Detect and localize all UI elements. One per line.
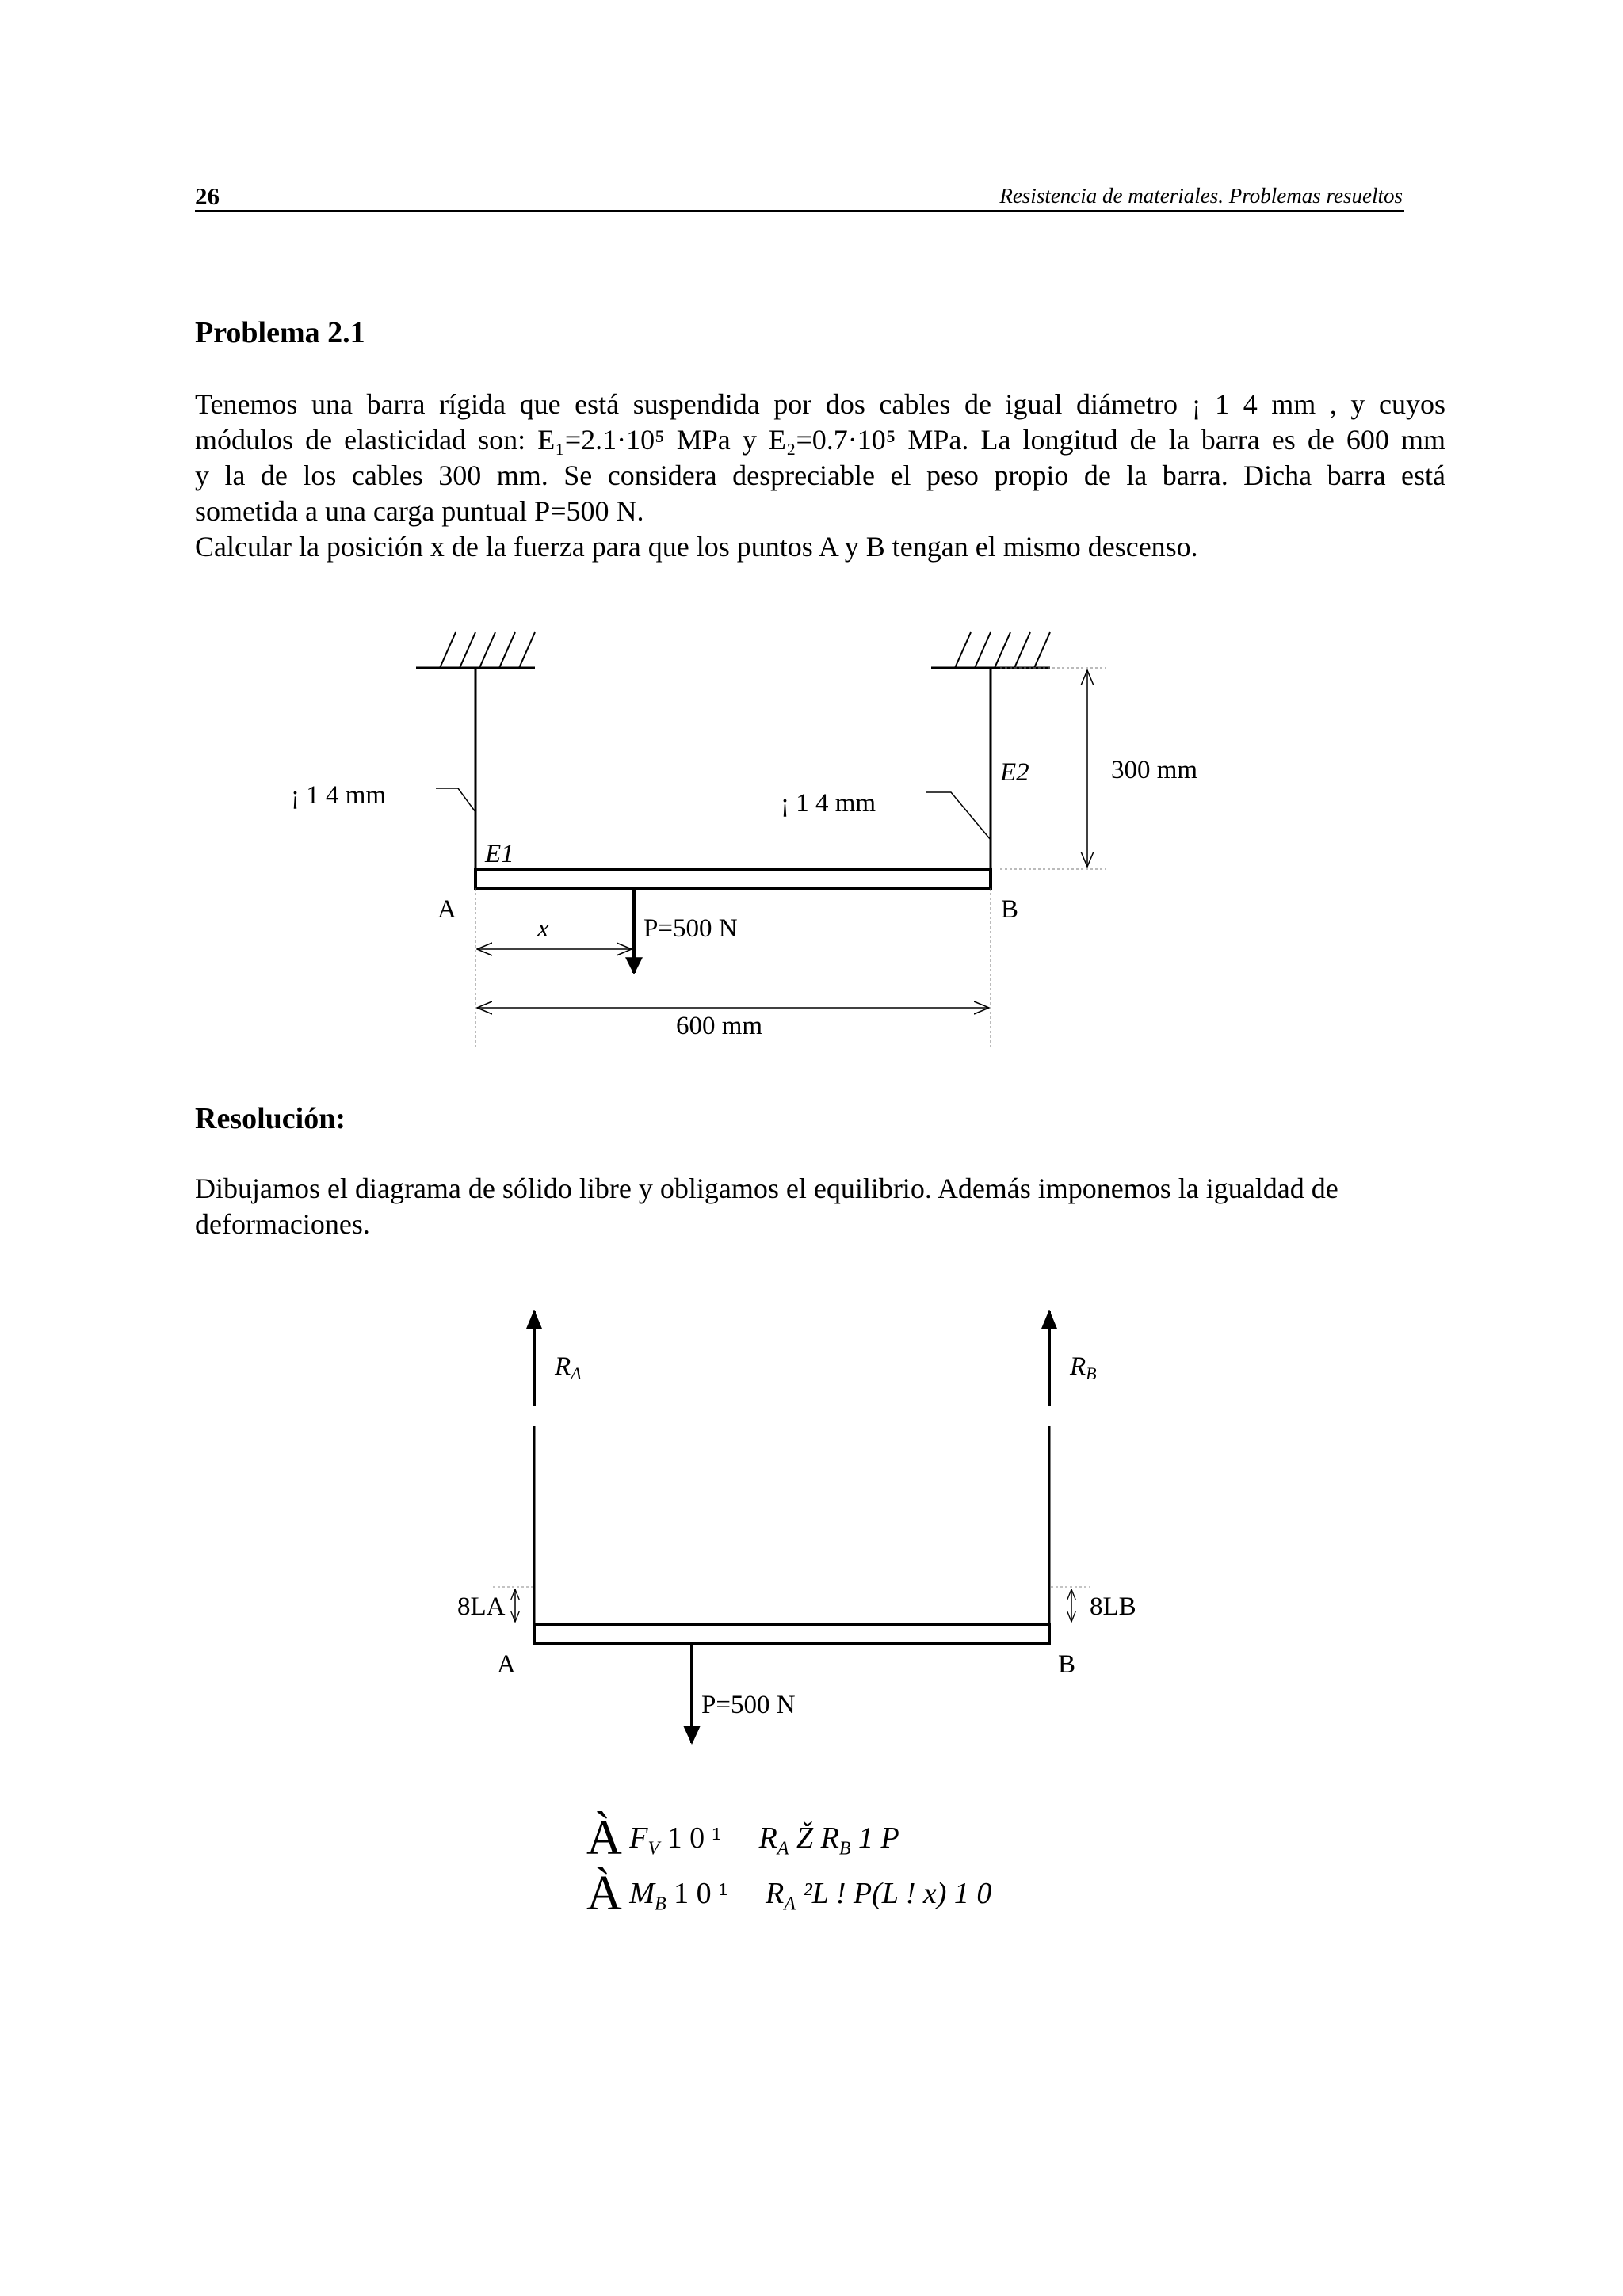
point-a-label: A bbox=[437, 895, 456, 924]
x-label: x bbox=[537, 914, 549, 943]
eq-tail: 1 P bbox=[850, 1821, 899, 1855]
ra-label-text: A bbox=[571, 1363, 582, 1383]
equation-sum-moments bbox=[586, 1866, 991, 1922]
eq-rest: Ž R bbox=[789, 1821, 839, 1855]
eq-rhs: R bbox=[766, 1877, 785, 1910]
header-rule bbox=[195, 210, 1404, 212]
equation-sum-forces bbox=[586, 1810, 899, 1867]
problem-statement bbox=[195, 387, 1445, 565]
running-title: Resistencia de materiales. Problemas resueltos bbox=[999, 184, 1403, 208]
resolution-title: Resolución: bbox=[195, 1102, 346, 1135]
sum-symbol: À bbox=[586, 1811, 622, 1865]
diameter-left-label: ¡ 1 4 mm bbox=[291, 781, 387, 810]
point-b-label: B bbox=[1001, 895, 1019, 924]
ra-label: RA bbox=[555, 1352, 582, 1383]
page-number: 26 bbox=[195, 182, 220, 210]
rigid-bar bbox=[475, 869, 991, 888]
load-label: P=500 N bbox=[643, 914, 738, 943]
eq-rest-sub: B bbox=[838, 1838, 851, 1859]
left-support bbox=[416, 632, 535, 668]
resolution-line: Dibujamos el diagrama de sólido libre y obligamos el equilibrio. Además imponemos la igualdad de bbox=[195, 1173, 1338, 1204]
free-body-bar bbox=[534, 1624, 1049, 1643]
cable-length-label: 300 mm bbox=[1111, 756, 1198, 784]
eq-lhs-sub: B bbox=[654, 1894, 666, 1915]
rb-label: RB bbox=[1070, 1352, 1097, 1383]
eq-rhs-sub: A bbox=[777, 1838, 789, 1859]
eq-lhs-sub: V bbox=[647, 1838, 660, 1859]
leader-right bbox=[926, 792, 991, 840]
fb-point-a-label: A bbox=[497, 1650, 516, 1679]
dlb-label: 8LB bbox=[1090, 1592, 1136, 1621]
statement-line: módulos de elasticidad son: E₁=2.1·10⁵ MPa y E₂=0.7·10⁵ MPa. La longitud de la barra es de 600 mm bbox=[195, 424, 1445, 456]
fb-load-label: P=500 N bbox=[701, 1691, 796, 1719]
resolution-line: deformaciones. bbox=[195, 1208, 370, 1240]
eq-lhs: M bbox=[629, 1877, 655, 1910]
eq-rest: ²L ! P(L ! x) 1 0 bbox=[795, 1877, 992, 1910]
figure-suspended-bar bbox=[0, 602, 1623, 1062]
statement-line: Tenemos una barra rígida que está suspendida por dos cables de igual diámetro ¡ 1 4 mm , y cuyos bbox=[195, 388, 1445, 420]
statement-line: y la de los cables 300 mm. Se considera despreciable el peso propio de la barra. Dicha barra está bbox=[195, 460, 1445, 491]
fb-point-b-label: B bbox=[1058, 1650, 1076, 1679]
bar-length-label: 600 mm bbox=[676, 1012, 763, 1040]
leader-left bbox=[436, 788, 475, 812]
eq-equals: 1 0 ¹ bbox=[674, 1877, 728, 1910]
e1-label: E1 bbox=[485, 840, 514, 868]
figure-free-body bbox=[0, 1291, 1623, 1759]
resolution-text bbox=[195, 1171, 1415, 1242]
eq-rhs: R bbox=[758, 1821, 777, 1855]
right-support bbox=[931, 632, 1050, 668]
diameter-right-label: ¡ 1 4 mm bbox=[781, 789, 876, 818]
eq-equals: 1 0 ¹ bbox=[666, 1821, 722, 1855]
dla-label: 8LA bbox=[457, 1592, 506, 1621]
rb-label-text: B bbox=[1086, 1363, 1097, 1383]
e2-label: E2 bbox=[1000, 758, 1029, 787]
eq-rhs-sub: A bbox=[784, 1894, 796, 1915]
sum-symbol: À bbox=[586, 1867, 622, 1920]
problem-title: Problema 2.1 bbox=[195, 316, 365, 349]
statement-line: Calcular la posición x de la fuerza para que los puntos A y B tengan el mismo descenso. bbox=[195, 531, 1198, 563]
eq-lhs: F bbox=[629, 1821, 648, 1855]
statement-line: sometida a una carga puntual P=500 N. bbox=[195, 495, 644, 527]
